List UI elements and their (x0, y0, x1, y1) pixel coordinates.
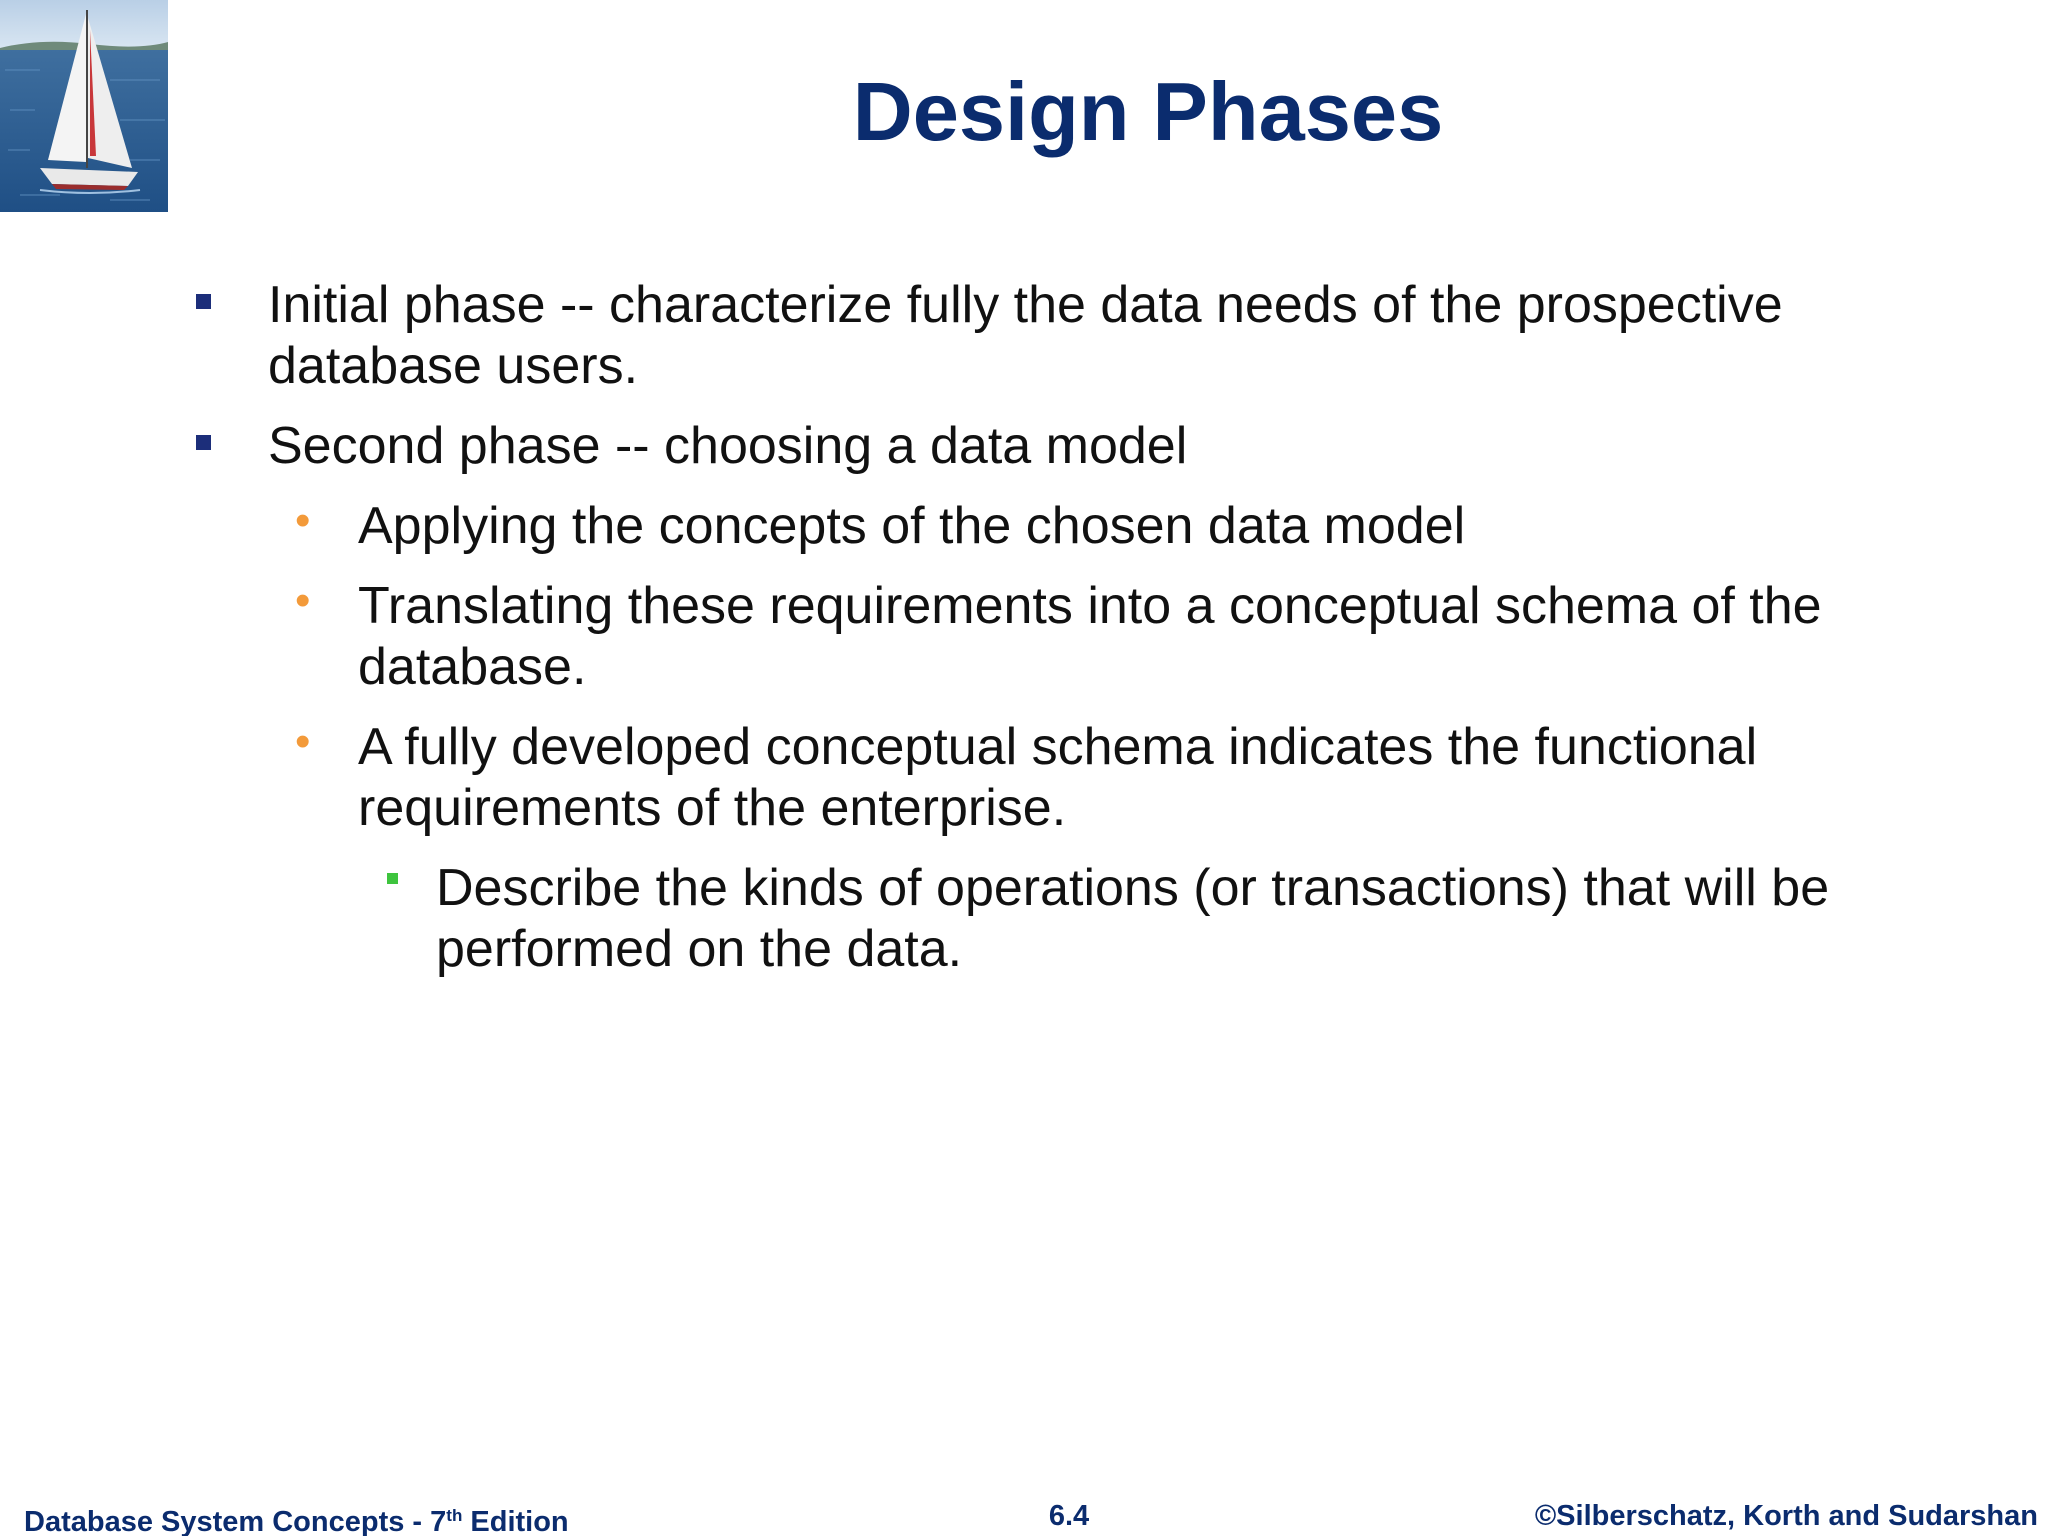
sailboat-logo-icon (0, 0, 168, 212)
footer-book-title-main: Database System Concepts - 7 (24, 1506, 447, 1536)
footer-book-title-tail: Edition (462, 1506, 569, 1536)
list-item (0, 576, 1918, 698)
square-bullet-icon (196, 435, 211, 450)
list-item (0, 717, 1918, 839)
footer-edition-superscript: th (446, 1506, 463, 1525)
slide-footer (0, 1496, 2048, 1536)
square-bullet-icon (196, 294, 211, 309)
list-item (0, 275, 1868, 397)
small-square-bullet-icon (387, 873, 398, 884)
bullet-list (0, 275, 2048, 999)
dot-bullet-icon: • (295, 717, 311, 766)
dot-bullet-icon: • (295, 496, 311, 545)
list-item-text: Applying the concepts of the chosen data model (358, 497, 1466, 555)
list-item (0, 416, 1868, 477)
dot-bullet-icon: • (295, 576, 311, 625)
footer-copyright: ©Silberschatz, Korth and Sudarshan (1534, 1500, 2038, 1532)
list-item (0, 496, 1918, 557)
list-item (0, 858, 1936, 980)
page-number: 6.4 (1048, 1500, 1090, 1532)
list-item-text: A fully developed conceptual schema indicates the functional requirements of the enterprise. (358, 718, 1758, 837)
list-item-text: Second phase -- choosing a data model (268, 417, 1188, 475)
list-item-text: Describe the kinds of operations (or transactions) that will be performed on the data. (436, 859, 1830, 978)
list-item-text: Translating these requirements into a conceptual schema of the database. (358, 577, 1822, 696)
slide-title: Design Phases (852, 65, 1444, 158)
list-item-text: Initial phase -- characterize fully the data needs of the prospective database users. (268, 276, 1783, 395)
